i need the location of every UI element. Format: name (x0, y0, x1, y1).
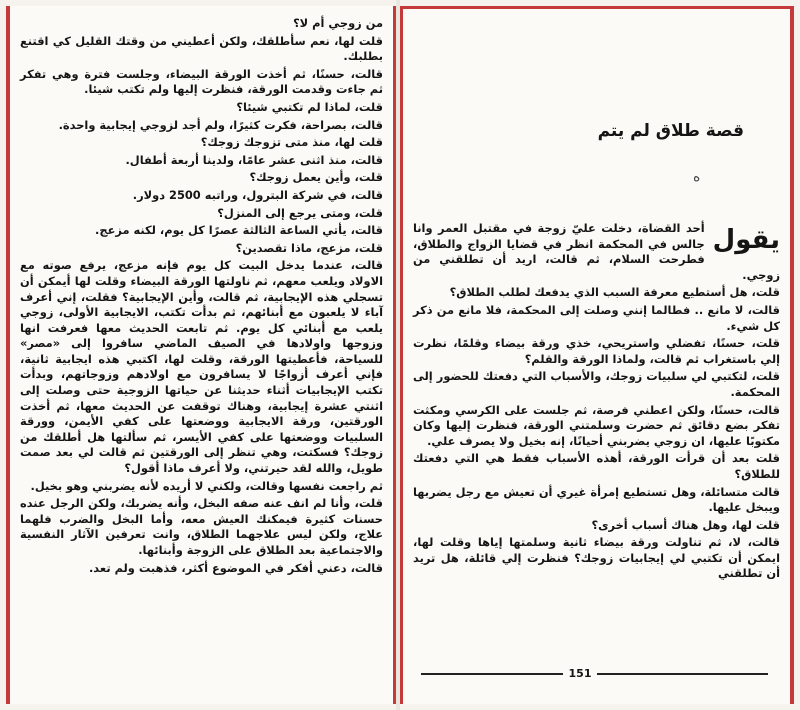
paragraph: ثم راجعت نفسها وقالت، ولكني لا أريده لأنه يضربني وهو بخيل. (30, 478, 383, 493)
paragraph: قلت بعد أن قرأت الورقة، أهذه الأسباب فقط هي التي دفعتك للطلاق؟ (413, 451, 780, 481)
left-column-text (20, 16, 383, 696)
paragraph: قالت، في شركة البترول، وراتبه 2500 دولار. (132, 187, 383, 202)
paragraph: قالت، عندما يدخل البيت كل يوم فإنه مزعج، يرفع صوته مع الاولاد ويلعب معهم، ثم ناولتها الورقة البيضاء وقلت لها أيمكن أن تسجلي هذه الإيجابية، ثم قالت، وأين الإيجابية؟ فقلت، إني أعرف آباء لا يلعبون مع أبنائهم، ثم بدأت تكتب، الايجابية الأولى، زوجي يلعب مع أبنائي كل يوم. ثم تابعت الحديث معها فعرفت انها وزوجها واولادها في الصيف الماضي سافروا إلى «مصر» للسياحة، فأعطيتها الورقة، وقلت لها، اكتبي هذه ايجابية ثانية، فإني أعرف أزواجًا لا يسافرون مع اولادهم وزوجاتهم، وبدأت تكتب الإيجابيات أثناء حديثنا عن حياتها الزوجية حتى وصلت إلى اثنتي عشرة إيجابية، وهناك توقفت عن الحديث معها، ثم أخذت الورقتين، ورقة الايجابية ووضعتها على كفي الأيمن، وورقة السلبيات ووضعتها على كفي الأيسر، ثم سألتها هل أطلقك من زوجك؟ فسكتت، وهي تنظر إلى الورقتين ثم قالت لي بعد صمت طويل، والله لقد حيرتني، ولا أعرف ماذا أقول؟ (20, 258, 383, 476)
paragraph: قالت، بصراحة، فكرت كثيرًا، ولم أجد لزوجي إيجابية واحدة. (58, 117, 383, 132)
page-number: 151 (563, 667, 597, 680)
paragraph: قالت، منذ اثنى عشر عامًا، ولدينا أربعة أطفال. (125, 152, 383, 167)
paragraph: قلت، لماذا لم تكتبي شيئا؟ (236, 99, 383, 114)
paragraph: قلت، مزعج، ماذا تقصدين؟ (235, 240, 383, 255)
dropcap-word: يقول (712, 225, 780, 255)
right-page (400, 6, 794, 704)
paragraph: قلت، وأين يعمل زوجك؟ (249, 170, 383, 185)
paragraph: قالت، لا مانع .. فطالما إنني وصلت إلى المحكمة، فلا مانع من ذكر كل شيء. (413, 302, 780, 333)
paragraph: قالت متسائلة، وهل تستطيع إمرأة غيري أن تعيش مع رجل يضربها ويبخل عليها. (413, 484, 780, 515)
article-title: قصة طلاق لم يتم (597, 121, 744, 141)
paragraph: قلت، وأنا لم انف عنه صفه البخل، وأنه يضربك، ولكن الرجل عنده حسنات كثيرة فيمكنك العيش معه، وأما البخل والضرب فلهما علاج، ولكن ليس علاجهما الطلاق، وانت تعرفين الآثار النفسية والاجتماعية بعد الطلاق على الزوجة وأبنائها. (20, 496, 383, 557)
paragraph: أحد القضاة، دخلت عليّ زوجة في مقتبل العمر وانا جالس في المحكمة انظر في قضايا الزواج والطلاق، فطرحت السلام، ثم قالت، اريد أن تطلقني من زوجي. (413, 221, 780, 282)
paragraph: قلت لها، منذ متى تزوجك زوجك؟ (200, 135, 383, 150)
left-page (6, 6, 396, 704)
paragraph: قلت، حسنًا، تفضلي واستريحي، خذي ورقة بيضاء وقلمًا، نظرت إلي باستغراب ثم قالت، ولماذا الورقة والقلم؟ (413, 336, 780, 366)
paragraph: قلت، لتكتبي لي سلبيات زوجك، والأسباب التي دفعتك للحضور إلى المحكمة. (413, 369, 780, 399)
paragraph: قالت، لا، ثم تناولت ورقة بيضاء ثانية وسلمتها إياها وقلت لها، ايمكن أن تكتبي لي إيجابيات زوجك؟ فنظرت إلي قائلة، هل تريد أن تطلقني (413, 535, 780, 581)
stray-mark: ه (693, 169, 701, 185)
paragraph: قالت، دعني أفكر في الموضوع أكثر، فذهبت ولم تعد. (88, 560, 383, 575)
paragraph: قالت، حسنًا، ثم أخذت الورقة البيضاء، وجلست فترة وهي تفكر ثم جاءت وقدمت الورقة، فنظرت إليها ولم تكتب شيئا. (20, 66, 383, 97)
paragraph: قلت لها، وهل هناك أسباب أخرى؟ (591, 517, 780, 532)
paragraph: قلت لها، نعم سأطلقك، ولكن أعطيني من وقتك القليل كي اقتنع بطلبك. (20, 33, 383, 64)
right-column-text (413, 221, 780, 644)
paragraph: قلت، ومتى يرجع إلى المنزل؟ (217, 205, 383, 220)
paragraph: قالت، حسنًا، ولكن اعطني فرصة، ثم جلست على الكرسي ومكثت تفكر بضع دقائق ثم حضرت وسلمتني الورقة، فنظرت إليها وكان مكتوبًا عليها، ان زوجي يضربني أحيانًا، إنه بخيل ولا يصرف علي. (413, 402, 780, 448)
paragraph: من زوجي أم لا؟ (293, 16, 383, 30)
paragraph: قالت، يأتي الساعة الثالثة عصرًا كل يوم، لكنه مزعج. (95, 223, 383, 238)
paragraph: قلت، هل أستطيع معرفة السبب الذي يدفعك لطلب الطلاق؟ (449, 285, 780, 300)
